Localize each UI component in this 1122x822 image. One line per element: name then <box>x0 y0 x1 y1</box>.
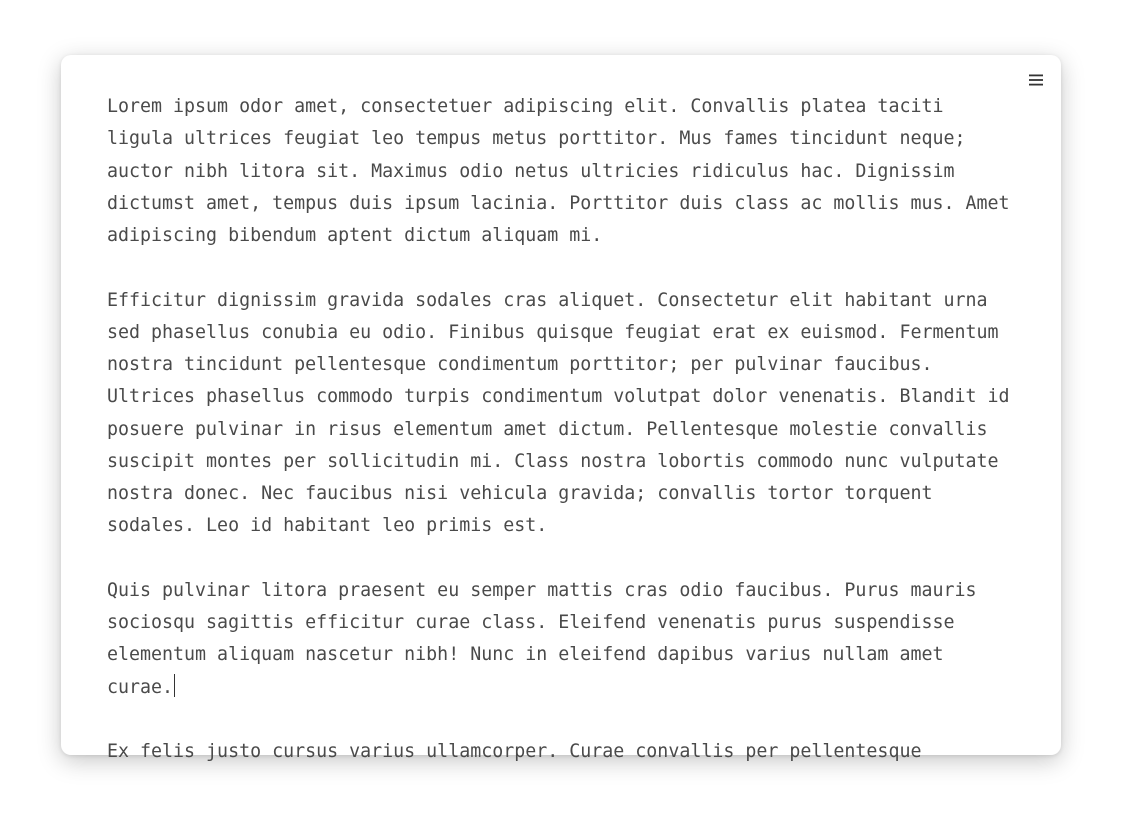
menu-button[interactable] <box>1027 71 1045 89</box>
paragraph: Lorem ipsum odor amet, consectetuer adipiscing elit. Convallis platea taciti ligula ultrices feugiat leo tempus metus porttitor. Mus fames tincidunt neque; auctor nibh litora sit. Maximus odio netus ultricies ridiculus hac. Dignissim dictumst amet, tempus duis ipsum lacinia. Porttitor duis class ac mollis mus. Amet adipiscing bibendum aptent dictum aliquam mi. <box>107 96 1021 246</box>
paragraph-text: Quis pulvinar litora praesent eu semper mattis cras odio faucibus. Purus mauris sociosqu sagittis efficitur curae class. Eleifend venenatis purus suspendisse elementum aliquam nascetur nibh! Nunc in eleifend dapibus varius nullam amet curae. <box>107 579 988 698</box>
paragraph-with-caret <box>107 575 1017 704</box>
paragraph: Efficitur dignissim gravida sodales cras aliquet. Consectetur elit habitant urna sed phasellus conubia eu odio. Finibus quisque feugiat erat ex euismod. Fermentum nostra tincidunt pellentesque condimentum porttitor; per pulvinar faucibus. Ultrices phasellus commodo turpis condimentum volutpat dolor venenatis. Blandit id posuere pulvinar in risus elementum amet dictum. Pellentesque molestie convallis suscipit montes per sollicitudin mi. Class nostra lobortis commodo nunc vulputate nostra donec. Nec faucibus nisi vehicula gravida; convallis tortor torquent sodales. Leo id habitant leo primis est. <box>107 289 1021 537</box>
hamburger-menu-icon <box>1028 73 1044 87</box>
editor-window <box>61 55 1061 762</box>
text-editor[interactable] <box>107 91 1021 762</box>
text-caret <box>174 674 175 697</box>
paragraph: Ex felis justo cursus varius ullamcorper. Curae convallis per pellentesque <box>107 741 922 762</box>
